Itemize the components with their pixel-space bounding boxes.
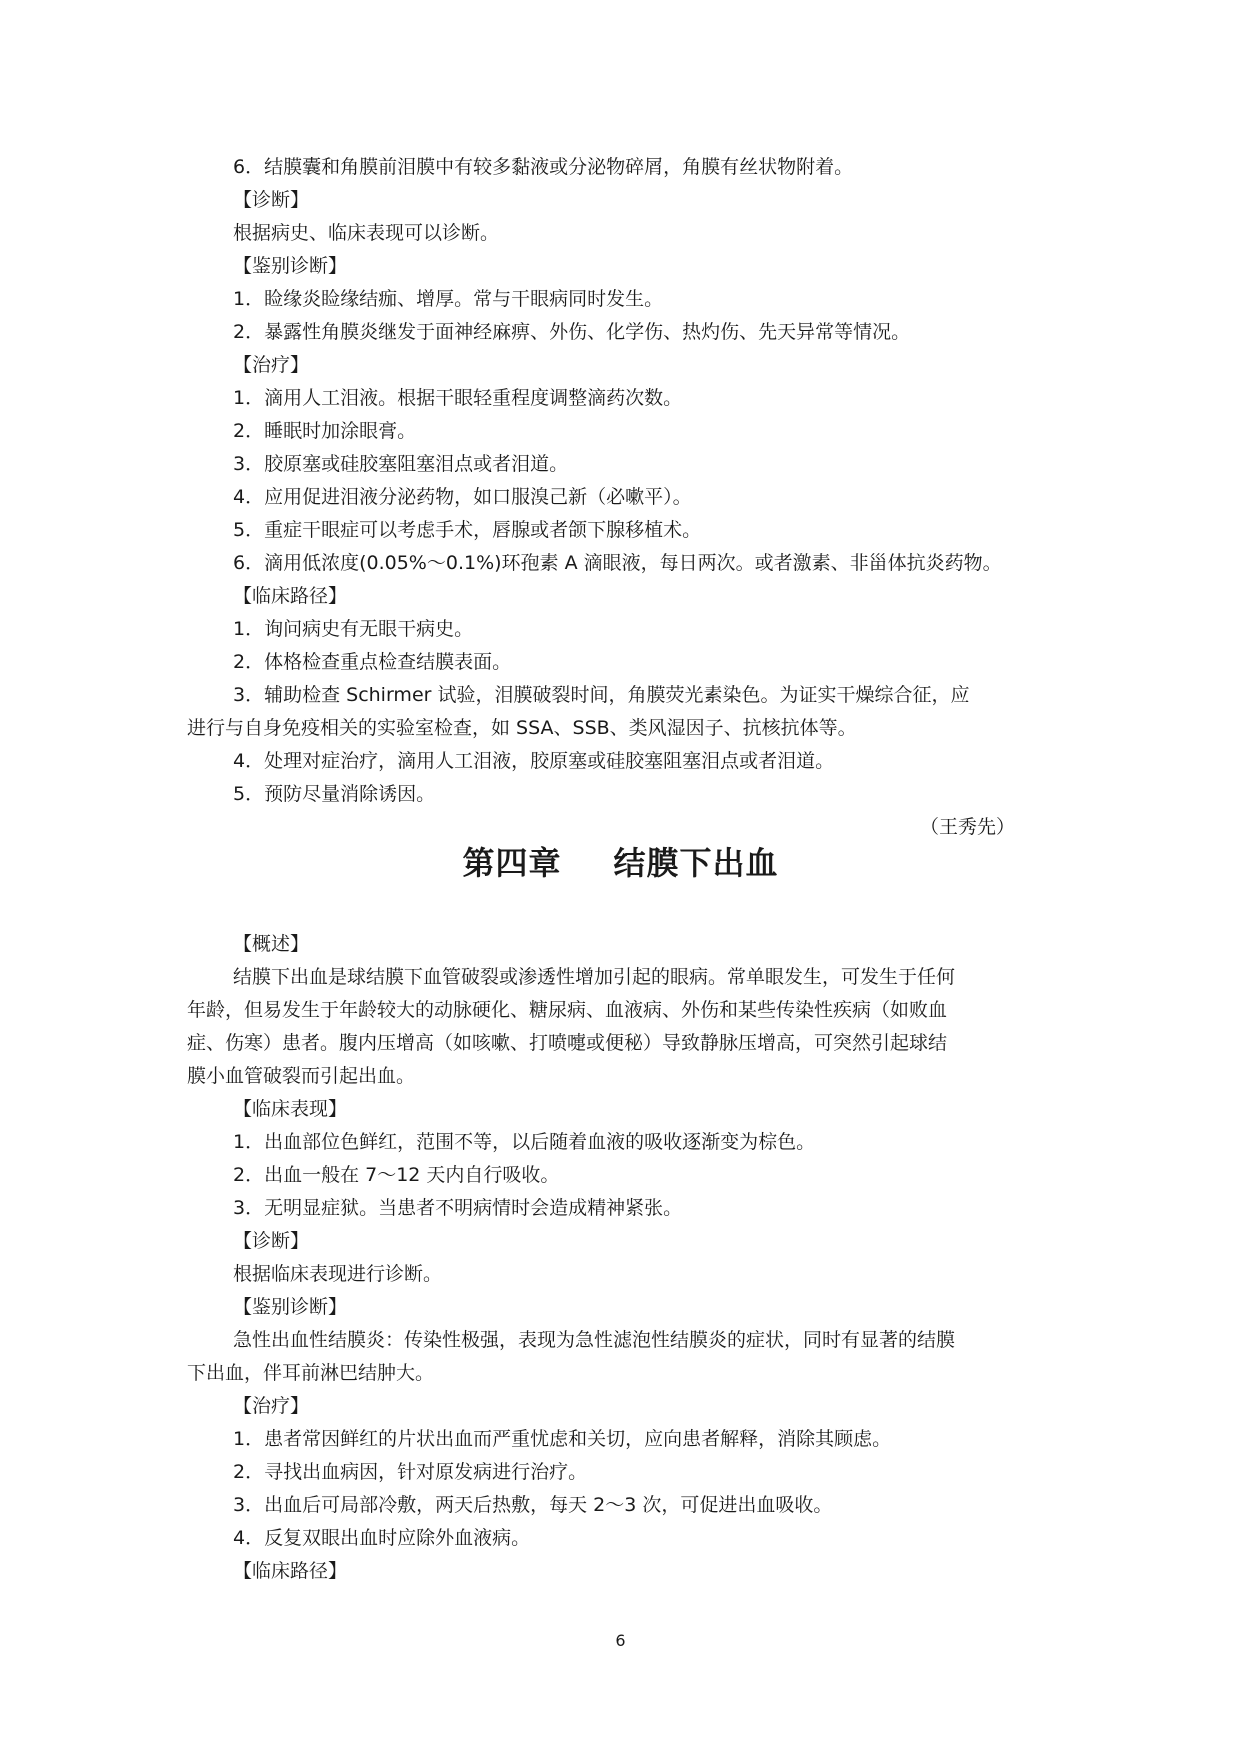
list-item: 1．睑缘炎睑缘结痂、增厚。常与干眼病同时发生。	[233, 288, 664, 310]
list-item: 2．出血一般在 7～12 天内自行吸收。	[233, 1164, 560, 1186]
section-heading-differential: 【鉴别诊断】	[233, 255, 348, 277]
section-heading-treatment: 【治疗】	[233, 1395, 310, 1417]
text-line: 下出血，伴耳前淋巴结肿大。	[187, 1362, 435, 1384]
list-item: 2．睡眠时加涂眼膏。	[233, 420, 417, 442]
list-item: 4．反复双眼出血时应除外血液病。	[233, 1527, 531, 1549]
page-number: 6	[615, 1631, 626, 1650]
text-line: 急性出血性结膜炎：传染性极强，表现为急性滤泡性结膜炎的症状，同时有显著的结膜	[233, 1329, 956, 1351]
list-item: 5．重症干眼症可以考虑手术，唇腺或者颌下腺移植术。	[233, 519, 702, 541]
chapter-number: 第四章	[462, 844, 562, 882]
text-line: 根据临床表现进行诊断。	[233, 1263, 443, 1285]
section-heading-diagnosis: 【诊断】	[233, 189, 310, 211]
text-line: 6．结膜囊和角膜前泪膜中有较多黏液或分泌物碎屑，角膜有丝状物附着。	[233, 156, 854, 178]
list-item: 1．出血部位色鲜红，范围不等，以后随着血液的吸收逐渐变为棕色。	[233, 1131, 816, 1153]
text-line: 进行与自身免疫相关的实验室检查，如 SSA、SSB、类风湿因子、抗核抗体等。	[187, 717, 857, 739]
list-item: 6．滴用低浓度(0.05%～0.1%)环孢素 A 滴眼液，每日两次。或者激素、非甾体抗炎药物。	[233, 552, 1002, 574]
list-item: 4．应用促进泪液分泌药物，如口服溴己新（必嗽平）。	[233, 486, 692, 508]
list-item: 4．处理对症治疗，滴用人工泪液，胶原塞或硅胶塞阻塞泪点或者泪道。	[233, 750, 835, 772]
section-heading-differential: 【鉴别诊断】	[233, 1296, 348, 1318]
list-item: 1．询问病史有无眼干病史。	[233, 618, 474, 640]
text-line: 症、伤寒）患者。腹内压增高（如咳嗽、打喷嚏或便秘）导致静脉压增高，可突然引起球结	[187, 1032, 948, 1054]
section-heading-treatment: 【治疗】	[233, 354, 310, 376]
list-item: 3．辅助检查 Schirmer 试验，泪膜破裂时间，角膜荧光素染色。为证实干燥综合征，应	[233, 684, 970, 706]
list-item: 2．寻找出血病因，针对原发病进行治疗。	[233, 1461, 588, 1483]
list-item: 1．滴用人工泪液。根据干眼轻重程度调整滴药次数。	[233, 387, 683, 409]
list-item: 2．暴露性角膜炎继发于面神经麻痹、外伤、化学伤、热灼伤、先天异常等情况。	[233, 321, 911, 343]
list-item: 3．出血后可局部冷敷，两天后热敷，每天 2～3 次，可促进出血吸收。	[233, 1494, 833, 1516]
section-heading-pathway: 【临床路径】	[233, 585, 348, 607]
text-line: 年龄，但易发生于年龄较大的动脉硬化、糖尿病、血液病、外伤和某些传染性疾病（如败血	[187, 999, 948, 1021]
section-heading-diagnosis: 【诊断】	[233, 1230, 310, 1252]
list-item: 5．预防尽量消除诱因。	[233, 783, 436, 805]
chapter-title: 结膜下出血	[613, 844, 779, 882]
author-signature: （王秀先）	[919, 816, 1015, 838]
section-heading-overview: 【概述】	[233, 933, 310, 955]
list-item: 2．体格检查重点检查结膜表面。	[233, 651, 512, 673]
section-heading-clinical: 【临床表现】	[233, 1098, 348, 1120]
text-line: 结膜下出血是球结膜下血管破裂或渗透性增加引起的眼病。常单眼发生，可发生于任何	[233, 966, 956, 988]
list-item: 1．患者常因鲜红的片状出血而严重忧虑和关切，应向患者解释，消除其顾虑。	[233, 1428, 892, 1450]
chapter-heading	[0, 843, 1241, 883]
list-item: 3．无明显症狱。当患者不明病情时会造成精神紧张。	[233, 1197, 683, 1219]
section-heading-pathway: 【临床路径】	[233, 1560, 348, 1582]
text-line: 根据病史、临床表现可以诊断。	[233, 222, 500, 244]
list-item: 3．胶原塞或硅胶塞阻塞泪点或者泪道。	[233, 453, 569, 475]
text-line: 膜小血管破裂而引起出血。	[187, 1065, 416, 1087]
